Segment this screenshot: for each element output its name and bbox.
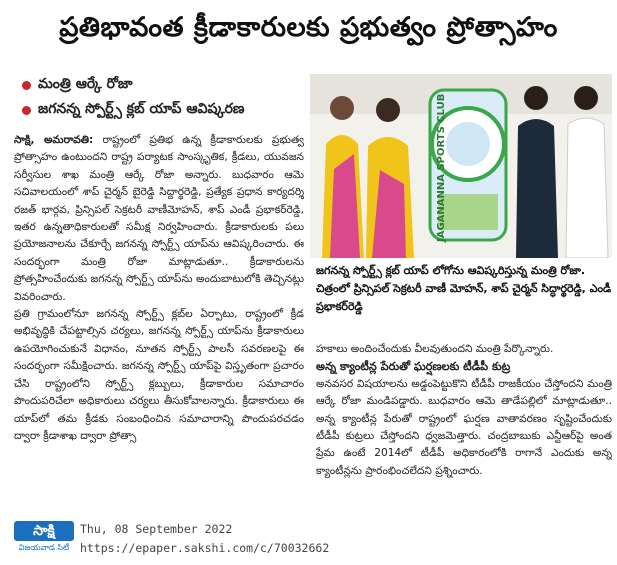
logo-text: సాక్షి xyxy=(14,521,74,541)
left-column-text xyxy=(14,132,304,516)
subhead-text: జగనన్న స్పోర్ట్స్ క్లబ్ యాప్ ఆవిష్కరణ xyxy=(38,100,245,117)
article-paragraph-1 xyxy=(14,132,304,306)
right-subhead: అన్న క్యాంటీన్ల పేరుతో ఘర్షణలకు టీడీపీ కుట్ర xyxy=(316,360,511,374)
sakshi-logo xyxy=(14,521,74,561)
footer-url[interactable]: https://epaper.sakshi.com/c/70032662 xyxy=(80,541,330,555)
paragraph-text: రాష్ట్రంలో ప్రతిభ ఉన్న క్రీడాకారులకు ప్రభుత్వ ప్రోత్సాహం ఉంటుందని రాష్ట్ర పర్యాటక సాంస్కృతిక, క్రీడలు, యువజన సర్వీసుల శాఖ మంత్రి ఆర్కే రోజా అన్నారు. బుధవారం ఆమె సచివాలయంలో శాప్ చైర్మన్ బైరెడ్డి సిద్దార్థరెడ్డి, ప్రత్యేక ప్రధాన కార్యదర్శి రజత్ భార్గవ, ప్రిన్సిపల్ సెక్రటరీ వాణీమోహన్, శాప్ ఎండీ ప్రభాకర్‌రెడ్డి, ఇతర ఉన్నతాధికారులతో సమీక్ష నిర్వహించారు. క్రీడాకారులకు పలు ప్రయోజనాలను చేకూర్చే జగనన్న స్పోర్ట్స్ యాప్‌ను ఆవిష్కరించారు. ఈ సందర్భంగా మంత్రి రోజా మాట్లాడుతూ.. క్రీడాకారులను ప్రోత్సహించేందుకు జగనన్న స్పోర్ట్స్ యాప్‌ను అందుబాటులోకి తెచ్చినట్లు వివరించారు. xyxy=(14,134,304,303)
right-body: అనవసర విషయాలను అడ్డంపెట్టుకొని టీడీపీ రాజకీయం చేస్తోందని మంత్రి ఆర్కే రోజా మండిపడ్డారు. బుధవారం ఆమె తాడేపల్లిలో మాట్లాడుతూ.. అన్న క్యాంటీన్ల పేరుతో రాష్ట్రంలో ఘర్షణ వాతావరణం సృష్టించేందుకు టీడీపీ కుట్రలు చేస్తోందని ధ్వజమెత్తారు. చంద్రబాబుకు ఎన్టీఆర్‌పై అంత ప్రేమ ఉంటే 2014లో టీడీపీ అధికారంలోకి రాగానే ఎందుకు అన్న క్యాంటీన్లను ప్రారంభించలేదని ప్రశ్నించారు. xyxy=(316,377,612,477)
right-lead: హకాలు అందించేందుకు వీలవుతుందని మంత్రి పేర్కొన్నారు. xyxy=(316,343,554,355)
right-column-text xyxy=(316,341,612,515)
subhead-text: మంత్రి ఆర్కే రోజా xyxy=(38,75,133,92)
photo-banner-text: JAGANANNA SPORTS CLUB xyxy=(436,93,447,243)
bullet-dot-icon xyxy=(22,81,31,90)
subhead-app-launch xyxy=(22,99,310,121)
article-photo xyxy=(310,74,612,258)
logo-subtext: విజయవాడ సిటీ xyxy=(18,543,70,552)
headline: ప్రతిభావంత క్రీడాకారులకు ప్రభుత్వం ప్రోత్సాహం xyxy=(59,12,558,43)
subheads xyxy=(22,74,310,124)
photo-caption: జగనన్న స్పోర్ట్స్ క్లబ్ యాప్ లోగోను ఆవిష్కరిస్తున్న మంత్రి రోజా. చిత్రంలో ప్రిన్సిపల్ సెక్రటరీ వాణీ మోహన్, శాప్ చైర్మన్ సిద్ధార్థరెడ్డి, ఎండీ ప్రభాకర్‌రెడ్డి xyxy=(316,264,612,313)
footer-date: Thu, 08 September 2022 xyxy=(80,522,233,536)
dateline: సాక్షి, అమరావతి: xyxy=(14,134,94,146)
subhead-minister xyxy=(22,74,310,96)
bullet-dot-icon xyxy=(22,106,31,115)
article-paragraph-2: ప్రతి గ్రామంలోనూ జగనన్న స్పోర్ట్స్ క్లబ్‌ల ఏర్పాటు, రాష్ట్రంలో క్రీడ అభివృద్ధికి చేపట్టాల్సిన చర్యలు, జగనన్న స్పోర్ట్స్ యాప్‌ను క్రీడాకారులు ఉపయోగించుకునే విధానం, నూతన స్పోర్ట్స్ పాలసీ సవరణలపై ఈ సందర్భంగా సమీక్షించారు. జగనన్న స్పోర్ట్స్ యాప్‌పై విస్తృతంగా ప్రచారం చేసి రాష్ట్రంలోని స్పోర్ట్స్ క్లబ్బులు, క్రీడాకారుల సమాచారం పొందుపరిచేలా అధికారులు చర్యలు తీసుకోవాలన్నారు. క్రీడాకారులు ఈ యాప్‌లో తమ క్రీడకు సంబంధించిన సమాచారాన్ని పొందుపరచడం ద్వారా క్రీడాశాఖ ద్వారా ప్రోత్సా xyxy=(14,308,304,442)
